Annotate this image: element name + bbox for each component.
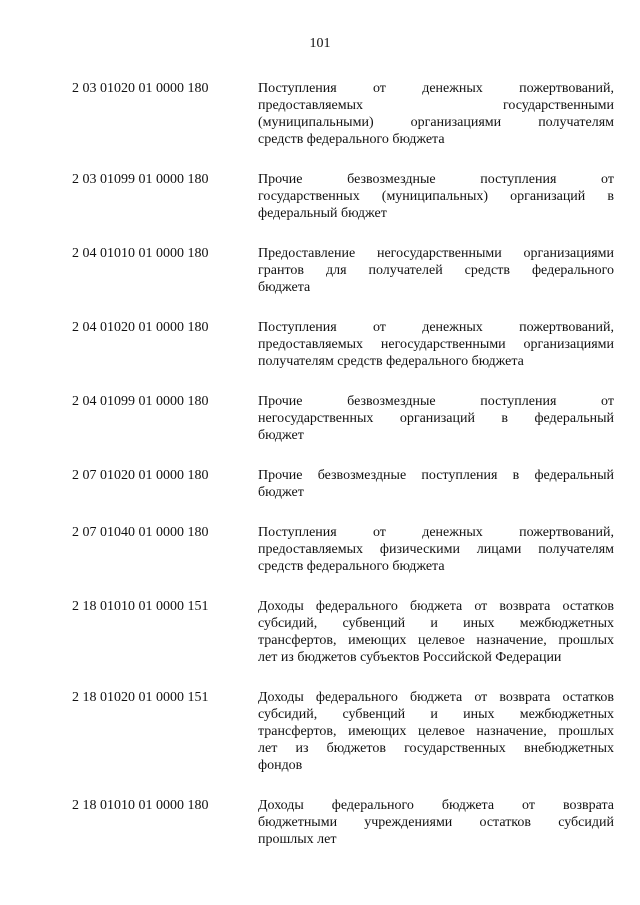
budget-code: 2 03 01099 01 0000 180 — [72, 172, 209, 187]
description-line: бюджета — [258, 280, 311, 295]
description-line: Поступления от денежных пожертвований, — [258, 525, 614, 540]
description-line: федеральный бюджет — [258, 206, 387, 221]
budget-code: 2 07 01040 01 0000 180 — [72, 525, 209, 540]
description-line: государственных (муниципальных) организаций в — [258, 189, 614, 204]
income-description — [258, 393, 614, 444]
description-line: предоставляемых негосударственными организациями — [258, 337, 614, 352]
description-line: фондов — [258, 758, 303, 773]
description-line: прошлых лет — [258, 832, 337, 847]
description-line: Доходы федерального бюджета от возврата — [258, 798, 614, 813]
table-row — [0, 524, 640, 575]
description-line: средств федерального бюджета — [258, 132, 445, 147]
budget-code: 2 04 01099 01 0000 180 — [72, 394, 209, 409]
income-description — [258, 797, 614, 848]
description-line: Прочие безвозмездные поступления от — [258, 394, 614, 409]
income-description — [258, 598, 614, 666]
budget-code: 2 03 01020 01 0000 180 — [72, 81, 209, 96]
table-row — [0, 245, 640, 296]
description-line: негосударственных организаций в федеральный — [258, 411, 614, 426]
income-description — [258, 524, 614, 575]
description-line: бюджет — [258, 428, 304, 443]
budget-code: 2 18 01010 01 0000 151 — [72, 599, 209, 614]
description-line: лет из бюджетов государственных внебюджетных — [258, 741, 614, 756]
table-row — [0, 171, 640, 222]
table-row — [0, 393, 640, 444]
income-description — [258, 319, 614, 370]
description-line: трансфертов, имеющих целевое назначение, прошлых — [258, 633, 614, 648]
description-line: предоставляемых государственными — [258, 98, 614, 113]
description-line: Поступления от денежных пожертвований, — [258, 81, 614, 96]
description-line: субсидий, субвенций и иных межбюджетных — [258, 616, 614, 631]
description-line: Предоставление негосударственными организациями — [258, 246, 614, 261]
budget-code: 2 18 01020 01 0000 151 — [72, 690, 209, 705]
description-line: (муниципальными) организациями получателям — [258, 115, 614, 130]
description-line: трансфертов, имеющих целевое назначение, прошлых — [258, 724, 614, 739]
table-row — [0, 80, 640, 148]
description-line: Поступления от денежных пожертвований, — [258, 320, 614, 335]
description-line: бюджет — [258, 485, 304, 500]
page-number: 101 — [309, 36, 331, 51]
description-line: грантов для получателей средств федерального — [258, 263, 614, 278]
table-row — [0, 598, 640, 666]
description-line: Прочие безвозмездные поступления от — [258, 172, 614, 187]
budget-code: 2 18 01010 01 0000 180 — [72, 798, 209, 813]
description-line: Прочие безвозмездные поступления в федеральный — [258, 468, 614, 483]
table-row — [0, 797, 640, 848]
budget-code: 2 04 01020 01 0000 180 — [72, 320, 209, 335]
table-row — [0, 467, 640, 501]
income-description — [258, 171, 614, 222]
description-line: субсидий, субвенций и иных межбюджетных — [258, 707, 614, 722]
table-row — [0, 689, 640, 774]
description-line: Доходы федерального бюджета от возврата остатков — [258, 690, 614, 705]
description-line: лет из бюджетов субъектов Российской Федерации — [258, 650, 562, 665]
income-description — [258, 80, 614, 148]
description-line: предоставляемых физическими лицами получателям — [258, 542, 614, 557]
description-line: получателям средств федерального бюджета — [258, 354, 524, 369]
description-line: бюджетными учреждениями остатков субсидий — [258, 815, 614, 830]
income-description — [258, 467, 614, 501]
income-description — [258, 689, 614, 774]
income-description — [258, 245, 614, 296]
description-line: средств федерального бюджета — [258, 559, 445, 574]
table-row — [0, 319, 640, 370]
budget-code: 2 07 01020 01 0000 180 — [72, 468, 209, 483]
description-line: Доходы федерального бюджета от возврата остатков — [258, 599, 614, 614]
budget-code: 2 04 01010 01 0000 180 — [72, 246, 209, 261]
budget-classification-table — [0, 80, 640, 871]
